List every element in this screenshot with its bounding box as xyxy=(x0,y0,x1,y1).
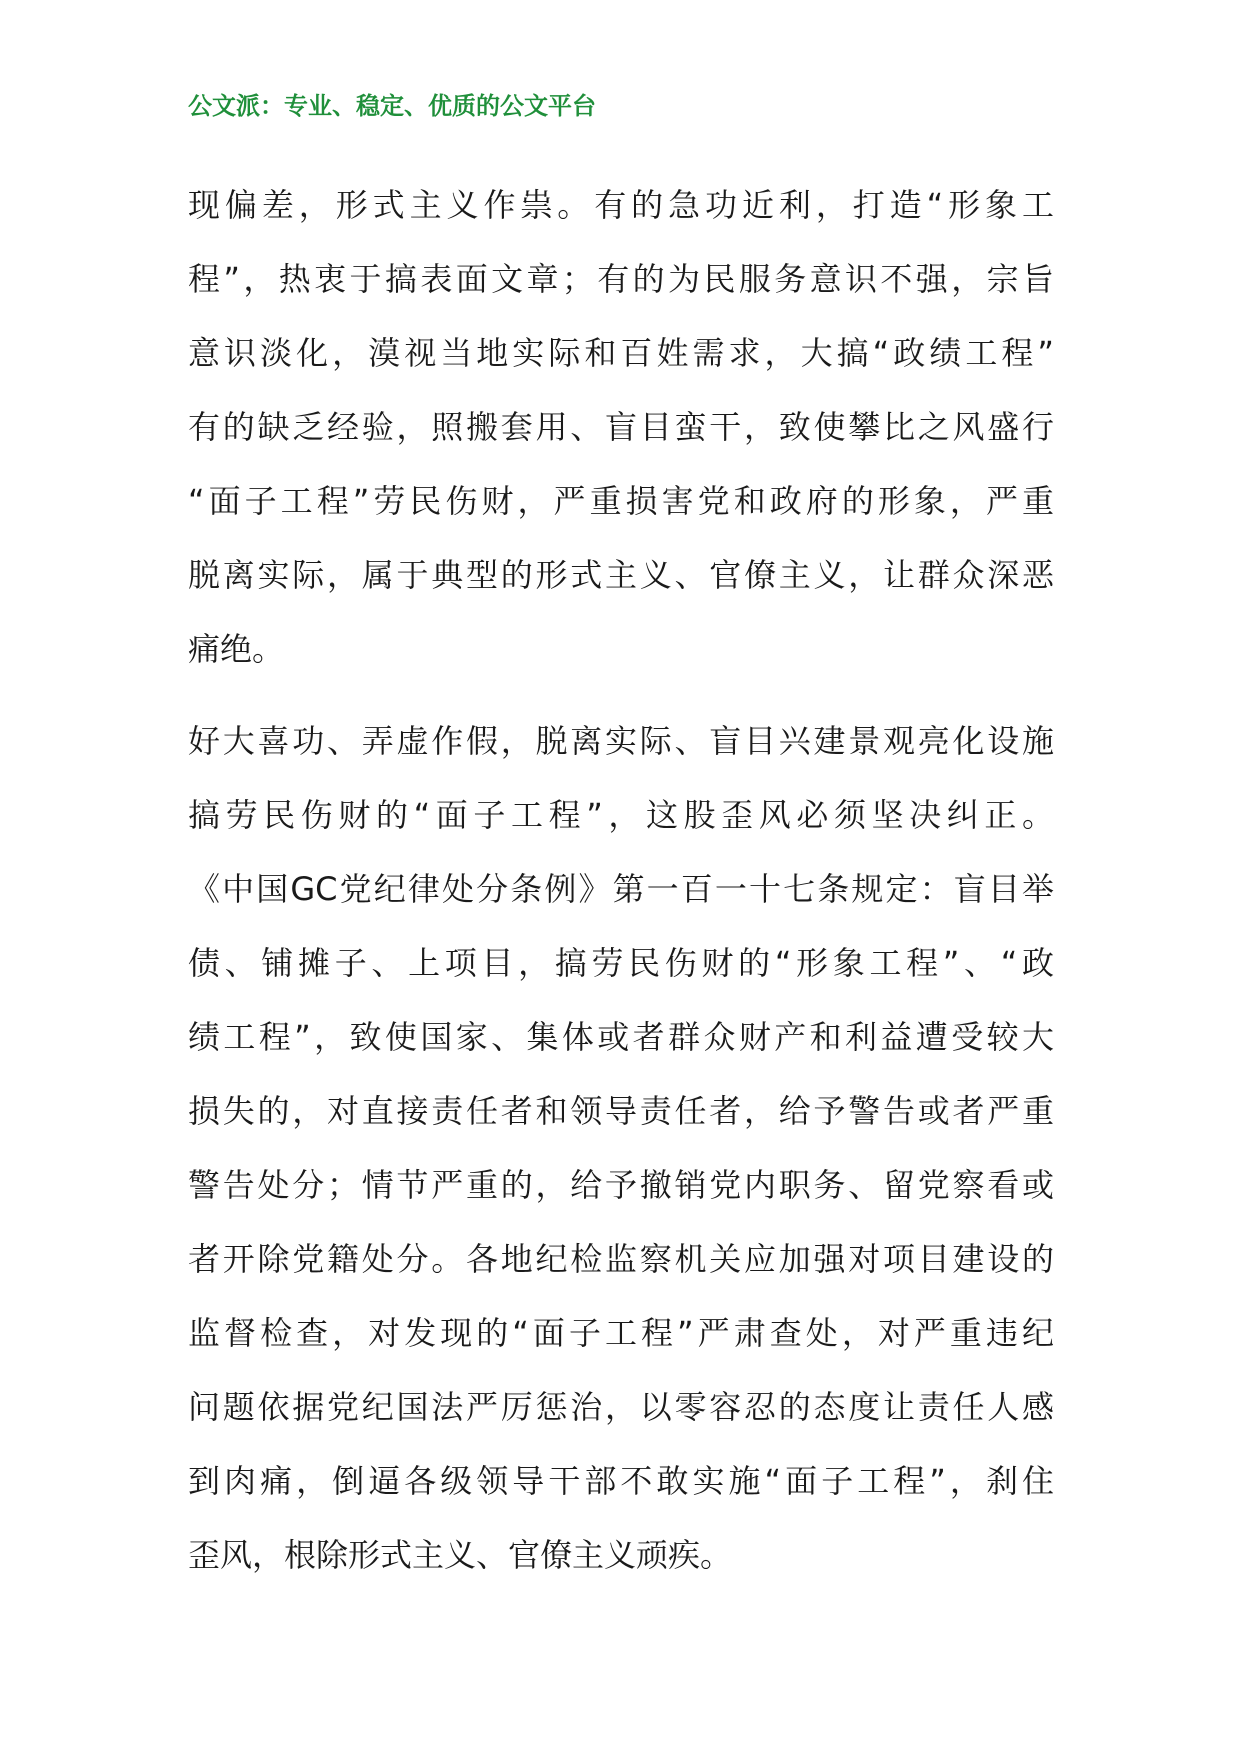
text-line: 问题依据党纪国法严厉惩治，以零容忍的态度让责任人感 xyxy=(188,1388,1054,1426)
text-line: 脱离实际，属于典型的形式主义、官僚主义，让群众深恶 xyxy=(188,556,1054,594)
text-line: 债、铺摊子、上项目，搞劳民伤财的“形象工程”、“政 xyxy=(188,944,1054,982)
text-line: 损失的，对直接责任者和领导责任者，给予警告或者严重 xyxy=(188,1092,1054,1130)
text-line: 好大喜功、弄虚作假，脱离实际、盲目兴建景观亮化设施 xyxy=(188,722,1054,760)
text-line: 现偏差，形式主义作祟。有的急功近利，打造“形象工 xyxy=(188,186,1054,224)
paragraph-gap xyxy=(188,686,1054,704)
site-banner: 公文派：专业、稳定、优质的公文平台 xyxy=(188,91,596,120)
paragraph-1 xyxy=(188,168,1054,686)
text-line: 到肉痛，倒逼各级领导干部不敢实施“面子工程”，刹住 xyxy=(188,1462,1054,1500)
text-line: 歪风，根除形式主义、官僚主义顽疾。 xyxy=(188,1536,733,1574)
text-line: 程”，热衷于搞表面文章；有的为民服务意识不强，宗旨 xyxy=(188,260,1054,298)
text-line: 警告处分；情节严重的，给予撤销党内职务、留党察看或 xyxy=(188,1166,1054,1204)
text-line: 《中国GC党纪律处分条例》第一百一十七条规定：盲目举 xyxy=(188,870,1054,908)
text-line: “面子工程”劳民伤财，严重损害党和政府的形象，严重 xyxy=(188,482,1054,520)
text-line: 监督检查，对发现的“面子工程”严肃查处，对严重违纪 xyxy=(188,1314,1054,1352)
text-line: 有的缺乏经验，照搬套用、盲目蛮干，致使攀比之风盛行 xyxy=(188,408,1054,446)
text-line: 者开除党籍处分。各地纪检监察机关应加强对项目建设的 xyxy=(188,1240,1054,1278)
text-line: 绩工程”，致使国家、集体或者群众财产和利益遭受较大 xyxy=(188,1018,1054,1056)
text-line: 意识淡化，漠视当地实际和百姓需求，大搞“政绩工程” xyxy=(188,334,1054,372)
document-body xyxy=(188,168,1054,1592)
text-line: 搞劳民伤财的“面子工程”，这股歪风必须坚决纠正。 xyxy=(188,796,1054,834)
text-line: 痛绝。 xyxy=(188,630,285,668)
paragraph-2 xyxy=(188,704,1054,1592)
